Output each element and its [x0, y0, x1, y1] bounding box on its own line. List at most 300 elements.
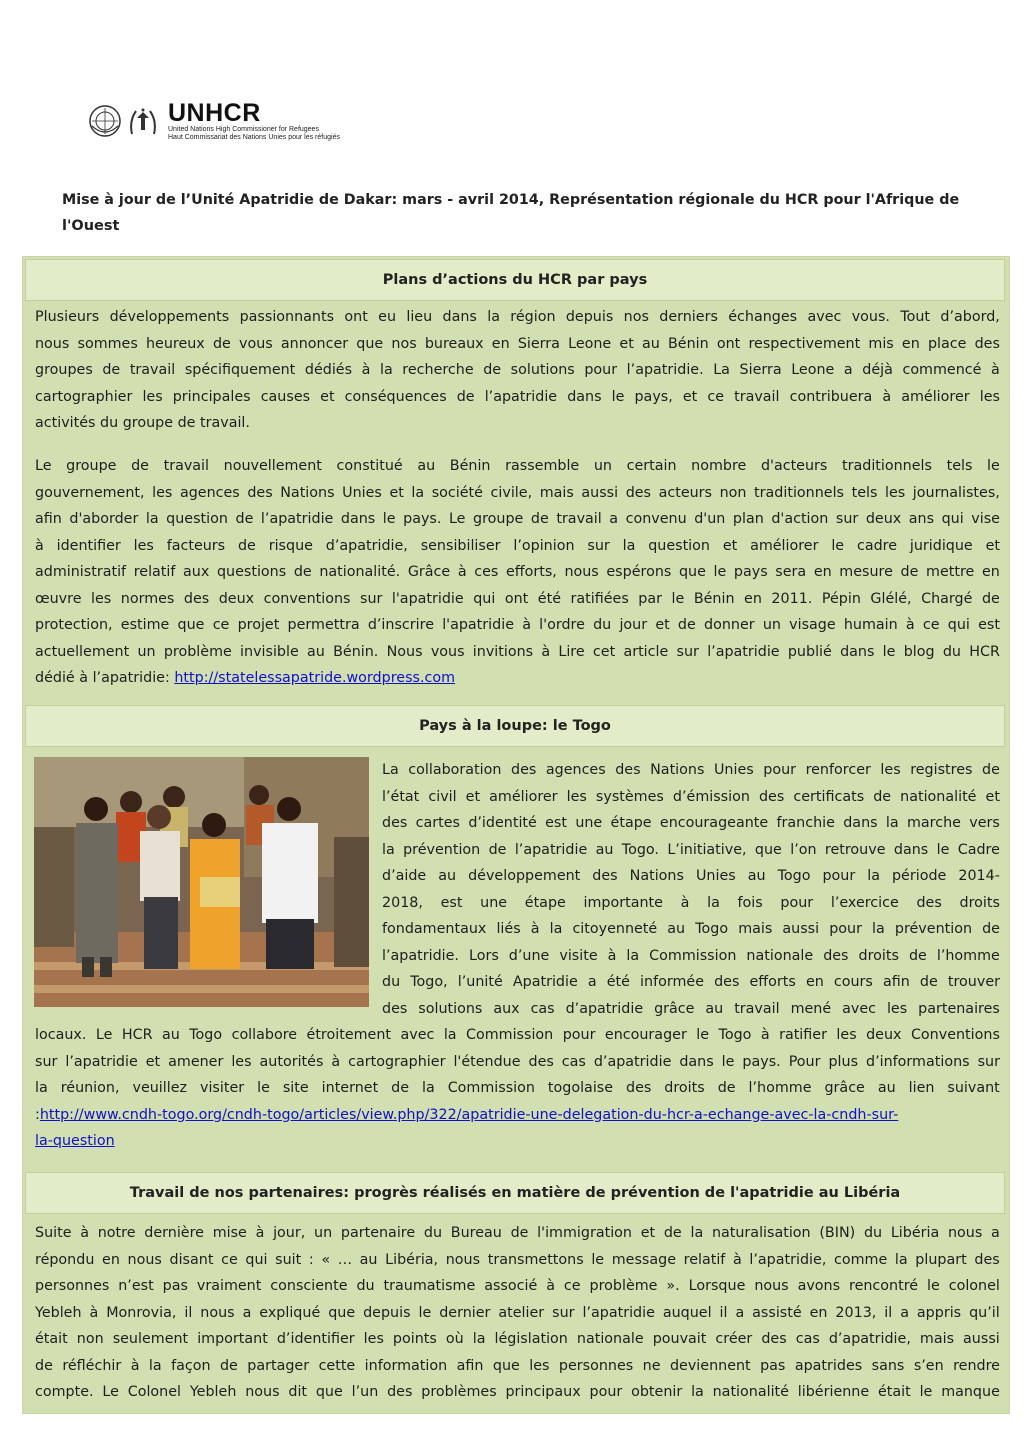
text-line: [35, 1300, 1000, 1327]
word: du: [593, 617, 612, 633]
word: un: [314, 1225, 333, 1241]
word: mais: [738, 921, 773, 937]
word: ce: [563, 1278, 581, 1294]
word: cas: [795, 1331, 820, 1347]
word: question: [166, 511, 228, 527]
word: qu’il: [969, 1304, 1000, 1321]
word: la: [382, 841, 395, 858]
word: l’apatridie: [260, 511, 334, 527]
word: été: [606, 974, 630, 990]
word: Bénin: [693, 590, 735, 607]
word: des: [625, 484, 652, 501]
word: l'ordre: [539, 617, 585, 633]
word: de: [900, 564, 919, 580]
word: en: [805, 974, 824, 990]
word: rencontré: [849, 1278, 919, 1294]
word: qui: [245, 1251, 268, 1268]
word: étape: [610, 815, 652, 831]
word: retrouve: [824, 841, 886, 858]
word: des: [528, 1053, 554, 1070]
word: à: [905, 617, 915, 633]
word: respectivement: [748, 335, 861, 352]
word: nous: [564, 564, 599, 580]
word: l’homme: [936, 947, 1000, 964]
word: donner: [704, 617, 755, 633]
word: de: [488, 841, 507, 858]
word: points: [392, 1331, 437, 1347]
word: l’apatridie: [65, 1053, 138, 1070]
word: dans: [679, 1053, 714, 1070]
word: la: [443, 1027, 457, 1043]
word: de: [456, 388, 475, 405]
word: à: [89, 1304, 99, 1321]
word: l’un: [351, 1384, 379, 1400]
word: visage: [789, 617, 836, 633]
word: article: [623, 643, 669, 660]
word: la: [622, 537, 636, 554]
word: Togo.: [621, 841, 659, 858]
word: étape: [524, 894, 566, 911]
word: pour: [822, 868, 856, 884]
text-fragment: :: [35, 1106, 40, 1123]
word: des: [183, 590, 210, 607]
word: ratifiées: [570, 590, 629, 607]
word: de: [237, 537, 256, 554]
title-line: l'Ouest: [62, 218, 120, 234]
word: liés: [496, 921, 521, 937]
logo-subtitle-fr: Haut Commissariat des Nations Unies pour les réfugiés: [168, 134, 340, 141]
word: deux: [218, 590, 255, 607]
word: partager: [247, 1357, 310, 1374]
word: Togo: [718, 1027, 752, 1043]
word: à: [607, 947, 617, 964]
word: protection,: [35, 617, 113, 633]
word: Libéria,: [385, 1251, 439, 1268]
word: le: [611, 388, 625, 405]
word: et: [465, 788, 481, 805]
word: le: [671, 590, 685, 607]
word: Apatridie: [512, 974, 578, 990]
word: ont: [344, 309, 368, 325]
word: Bureau: [450, 1225, 502, 1241]
word: à: [35, 537, 44, 554]
word: Le: [448, 511, 466, 527]
word: de: [982, 762, 1000, 778]
word: le: [987, 458, 1000, 474]
word: depuis: [565, 309, 614, 325]
word: afin: [882, 974, 910, 990]
word: il: [719, 1304, 728, 1321]
word: où: [445, 1331, 464, 1347]
word: est: [440, 894, 463, 911]
word: relatif: [683, 1251, 726, 1268]
word: avec: [807, 309, 842, 325]
word: sur: [977, 1053, 1000, 1070]
word: seulement: [112, 1331, 189, 1347]
word: vous.: [851, 309, 890, 325]
word: constitué: [336, 458, 403, 474]
word: prévention: [403, 841, 481, 858]
cndh-togo-link-continued[interactable]: la-question: [35, 1133, 115, 1149]
word: 2018,: [382, 894, 423, 911]
word: de: [483, 362, 502, 378]
word: les: [142, 388, 163, 405]
word: au: [417, 458, 436, 474]
text-line: [35, 384, 1000, 411]
word: améliorer: [901, 388, 970, 405]
text-line: [35, 1075, 1000, 1102]
word: publié: [787, 643, 832, 660]
word: cas: [561, 1053, 586, 1070]
cndh-togo-link[interactable]: http://www.cndh-togo.org/cndh-togo/articles/view.php/322/apatridie-une-delegation-du-hcr-a-echange-avec-la-cndh-sur-: [39, 1106, 899, 1123]
word: cartographier: [348, 1053, 446, 1070]
word: au: [161, 1027, 180, 1043]
word: agences: [545, 762, 606, 778]
text-line: [382, 837, 1000, 864]
text-line: [35, 506, 1000, 533]
word: dernier: [439, 1304, 491, 1321]
word: l’exercice: [830, 894, 899, 911]
word: atelier: [498, 1304, 545, 1321]
word: permettra: [287, 617, 360, 633]
word: de: [873, 788, 892, 805]
word: vers: [969, 815, 1000, 831]
word: pas: [162, 1278, 188, 1294]
word: bureaux: [424, 335, 484, 352]
word: trouver: [947, 974, 1000, 990]
word: était: [35, 1331, 68, 1347]
word: de: [677, 617, 696, 633]
word: de: [663, 1225, 682, 1241]
word: mis: [868, 335, 894, 352]
word: «: [321, 1251, 331, 1268]
wordpress-blog-link[interactable]: http://statelessapatride.wordpress.com: [174, 670, 456, 686]
word: et: [640, 1225, 656, 1241]
word: à: [331, 1053, 341, 1070]
word: administratif: [35, 564, 127, 580]
word: contribuera: [789, 388, 873, 405]
word: droits: [858, 947, 899, 964]
word: que: [315, 1384, 343, 1400]
word: convenu: [625, 511, 687, 527]
word: n’est: [118, 1278, 154, 1294]
word: partenaire: [340, 1225, 416, 1241]
word: deux: [865, 511, 902, 527]
word: et: [722, 537, 738, 554]
word: estime: [120, 617, 170, 633]
word: relatif: [133, 564, 176, 580]
word: l’apatridie: [484, 388, 558, 405]
text-line: [35, 586, 1000, 613]
word: naturalisation: [711, 1225, 811, 1241]
word: HCR: [121, 1027, 153, 1043]
text-line: [35, 304, 1000, 331]
word: nombre: [691, 458, 747, 474]
word: des: [761, 1331, 787, 1347]
word: du: [356, 1278, 375, 1294]
word: groupes: [35, 362, 93, 378]
word: des: [974, 335, 1000, 352]
word: répondu: [35, 1251, 95, 1268]
word: à: [760, 1027, 770, 1043]
word: Lors: [468, 947, 499, 964]
word: et: [985, 537, 1000, 554]
word: information: [364, 1357, 448, 1374]
word: afin: [456, 1357, 484, 1374]
word: l’apatridie,: [749, 1251, 827, 1268]
word: le: [382, 511, 396, 527]
word: a: [242, 1304, 252, 1321]
word: en: [981, 564, 1000, 580]
text-line: [35, 357, 1000, 384]
word: d'aborder: [69, 511, 139, 527]
word: aux: [183, 564, 210, 580]
word: a: [843, 362, 853, 378]
word: grâce: [824, 1080, 865, 1096]
word: œuvre: [35, 590, 82, 607]
word: annoncer: [280, 335, 349, 352]
text-line: [35, 639, 1000, 666]
word: marche: [906, 815, 961, 831]
text-line: [35, 559, 1000, 586]
word: des: [626, 1080, 652, 1096]
word: nationale: [576, 1331, 644, 1347]
word: du: [863, 1225, 883, 1241]
word: ont: [504, 590, 529, 607]
word: les: [363, 1331, 384, 1347]
word: de: [212, 335, 231, 352]
section-heading-plans: Plans d’actions du HCR par pays: [25, 259, 1005, 301]
word: obtenir: [631, 1384, 683, 1400]
word: ces: [474, 564, 499, 580]
word: groupe: [473, 511, 524, 527]
word: pour: [780, 894, 814, 911]
word: à: [361, 362, 371, 378]
word: d'acteurs: [760, 458, 828, 474]
word: autorités: [259, 1053, 324, 1070]
word: les: [836, 1027, 857, 1043]
word: et: [145, 1053, 161, 1070]
word: par: [638, 590, 663, 607]
word: visiter: [200, 1080, 245, 1096]
word: le: [927, 1278, 940, 1294]
word: solutions: [418, 1000, 483, 1017]
word: pour: [763, 762, 797, 778]
word: amener: [168, 1053, 224, 1070]
section1-paragraph-1: [35, 304, 1000, 437]
word: nationalité: [712, 1384, 789, 1400]
word: question: [648, 537, 710, 554]
text-line: [35, 1273, 1000, 1300]
word: Unies: [695, 868, 736, 884]
word: solutions: [510, 362, 575, 378]
word: consciente: [270, 1278, 348, 1294]
word: d’identité: [468, 815, 537, 831]
word: était: [878, 1384, 911, 1400]
word: Commission: [447, 1080, 535, 1096]
word: certain: [626, 458, 677, 474]
word: la: [867, 868, 880, 884]
word: espérons: [606, 564, 672, 580]
logo-subtitle-en: United Nations High Commissioner for Refugees: [168, 126, 319, 133]
word: avons: [797, 1278, 841, 1294]
word: Le: [35, 458, 52, 474]
word: de: [919, 974, 938, 990]
word: sur: [552, 1304, 575, 1321]
word: et: [985, 788, 1000, 805]
word: plupart: [915, 1251, 967, 1268]
word: de: [35, 1357, 53, 1374]
word: nous: [754, 1278, 789, 1294]
word: des: [387, 1384, 413, 1400]
word: dans: [843, 815, 878, 831]
word: ».: [666, 1278, 680, 1294]
word: Togo,: [410, 974, 448, 990]
word: les: [979, 388, 1000, 405]
word: journalistes,: [912, 484, 1000, 501]
word: traditionnels: [842, 458, 932, 474]
word: jour: [619, 617, 648, 633]
word: la: [422, 1080, 435, 1096]
word: tels: [946, 458, 973, 474]
word: collaboration: [408, 762, 502, 778]
word: droits: [664, 1080, 705, 1096]
word: Sierra: [739, 362, 782, 378]
text-line: [35, 1220, 1000, 1247]
word: que: [492, 1357, 520, 1374]
word: pays.: [403, 511, 442, 527]
word: nous: [245, 1384, 280, 1400]
word: le: [721, 1053, 735, 1070]
word: sans: [871, 1357, 905, 1374]
text-line: [35, 612, 1000, 639]
word: sera: [775, 564, 807, 580]
word: Grâce: [407, 564, 451, 580]
word: la: [894, 1251, 908, 1268]
word: la: [691, 1384, 704, 1400]
word: ans: [908, 511, 935, 527]
word: 2011.: [771, 590, 813, 607]
word: efforts: [749, 974, 796, 990]
word: et: [320, 388, 335, 405]
word: problème: [589, 1278, 658, 1294]
word: manque: [941, 1384, 1000, 1400]
word: cette: [318, 1357, 356, 1374]
word: à: [457, 564, 467, 580]
word: Tout: [900, 309, 931, 325]
word: l’apatridie.: [382, 947, 459, 964]
word: nationalité.: [319, 564, 401, 580]
word: à: [546, 1278, 555, 1294]
word: de: [717, 1080, 736, 1096]
word: fois: [737, 894, 763, 911]
word: message: [611, 1251, 676, 1268]
word: cet: [592, 643, 616, 660]
word: Suite: [35, 1225, 72, 1241]
word: Plusieurs: [35, 309, 100, 325]
word: dans: [893, 841, 929, 858]
word: des: [511, 762, 537, 778]
word: cas: [530, 1000, 555, 1017]
word: Togo: [189, 1027, 223, 1043]
word: le: [936, 841, 950, 858]
word: réunion,: [60, 1080, 120, 1096]
word: de: [982, 921, 1000, 937]
word: traumatisme: [383, 1278, 476, 1294]
word: qui: [947, 617, 970, 633]
word: ne: [642, 1357, 661, 1374]
word: d’aide: [382, 868, 427, 884]
word: Unies: [342, 484, 382, 501]
word: de: [908, 947, 927, 964]
word: les: [231, 1053, 252, 1070]
word: à: [680, 894, 690, 911]
word: suit: [275, 1251, 302, 1268]
word: HCR: [969, 643, 1000, 660]
word: pays: [733, 564, 768, 580]
word: La: [382, 762, 399, 778]
word: dans: [442, 309, 477, 325]
word: la: [690, 1225, 704, 1241]
word: personnes: [558, 1357, 634, 1374]
word: nos: [623, 309, 649, 325]
word: Nations: [280, 484, 335, 501]
word: renforcer: [805, 762, 871, 778]
word: des: [247, 484, 273, 501]
word: mais: [539, 484, 574, 501]
text-line: [382, 757, 1000, 784]
word: que: [754, 841, 782, 858]
word: Nations: [629, 868, 684, 884]
word: civile,: [490, 484, 533, 501]
word: (BIN): [819, 1225, 856, 1241]
text-line: [382, 863, 1000, 890]
title-line: Mise à jour de l’Unité Apatridie de Dakar: mars - avril 2014, Représentation régionale du HCR pour l'Afrique de: [62, 192, 960, 208]
word: l’apatridie: [582, 1304, 655, 1321]
word: Bénin: [449, 458, 491, 474]
word: Conventions: [910, 1027, 1000, 1043]
word: 2014-: [958, 868, 1000, 884]
word: des: [382, 815, 408, 831]
word: d'un: [694, 511, 726, 527]
word: principales: [172, 388, 251, 405]
word: invisible: [240, 643, 299, 660]
word: pouvait: [652, 1331, 707, 1347]
word: d’émission: [672, 788, 750, 805]
word: registres: [910, 762, 973, 778]
word: blog: [903, 643, 935, 660]
word: déjà: [862, 362, 893, 378]
word: le: [418, 1304, 432, 1321]
word: des: [823, 947, 849, 964]
text-line: [35, 1379, 1000, 1406]
word: des: [615, 762, 641, 778]
section3-paragraph: [35, 1220, 1000, 1406]
text-line: [382, 943, 1000, 970]
word: afin: [35, 511, 62, 527]
word: nouvellement: [223, 458, 322, 474]
word: d'action: [771, 511, 829, 527]
text-line: [35, 1353, 1000, 1380]
word: encourageante: [659, 815, 769, 831]
word: a: [587, 974, 597, 990]
un-emblem-icon: [88, 104, 122, 138]
text-line: [382, 916, 1000, 943]
word: échanges: [728, 309, 798, 325]
text-line: [35, 1022, 1000, 1049]
word: derniers: [659, 309, 718, 325]
word: étroitement: [306, 1027, 392, 1043]
